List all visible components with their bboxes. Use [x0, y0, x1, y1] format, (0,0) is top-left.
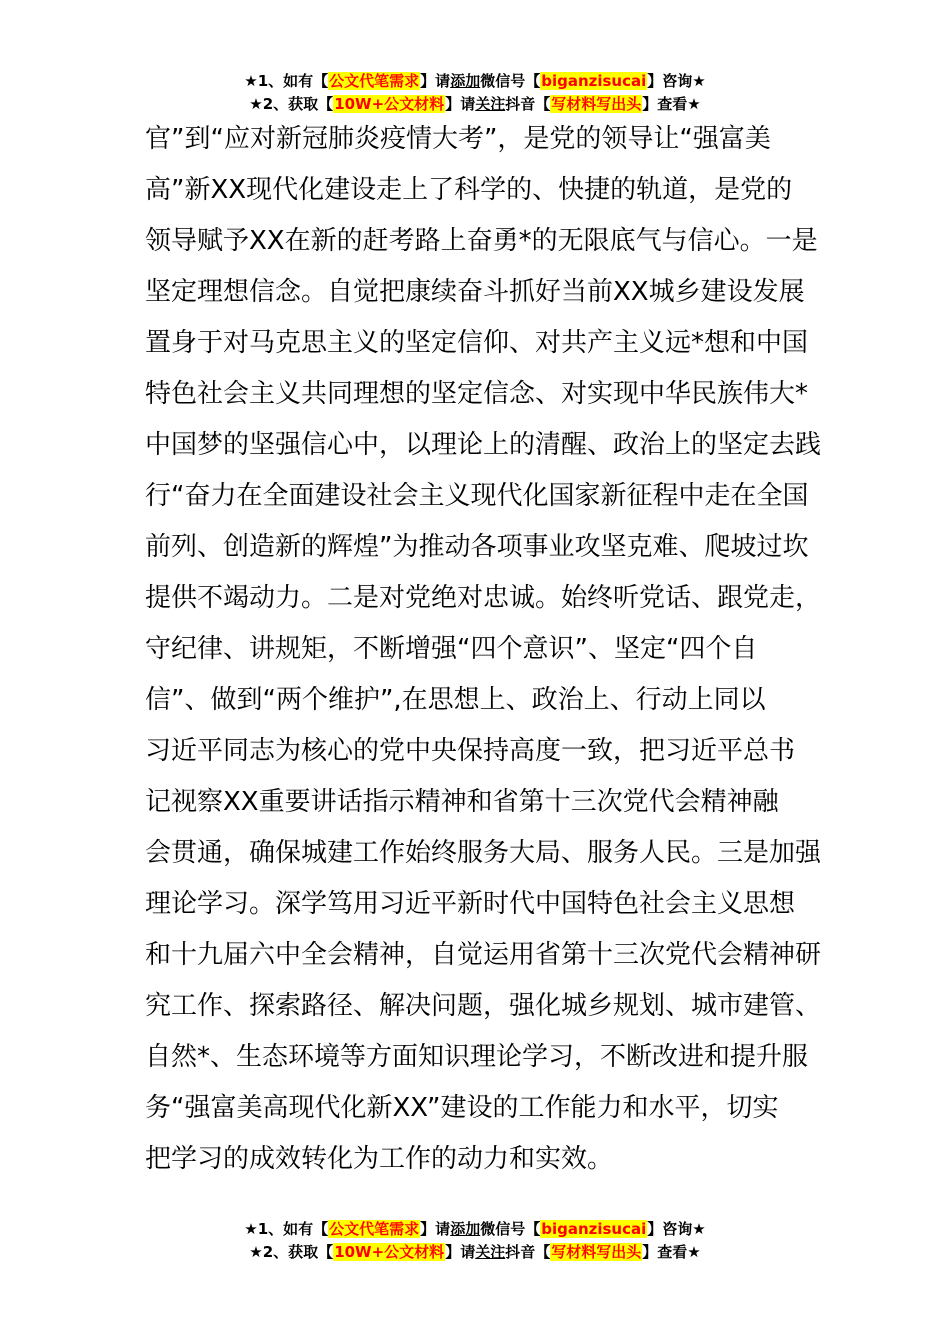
banner-text: 微信号【 [480, 1220, 541, 1238]
header-banner [0, 70, 950, 116]
banner-underline-text: 添加 [450, 72, 481, 90]
banner-highlight: biganzisucai [541, 72, 647, 90]
banner-text: ★1、如有【 [244, 1220, 329, 1238]
text-line: 提供不竭动力。二是对党绝对忠诚。始终听党话、跟党走， [145, 583, 822, 613]
text-line: 守纪律、讲规矩，不断增强“四个意识”、坚定“四个自 [145, 634, 758, 664]
text-line: 信”、做到“两个维护”,在思想上、政治上、行动上同以 [145, 685, 766, 715]
banner-text: 】咨询★ [647, 72, 706, 90]
banner-text: ★2、获取【 [249, 95, 334, 113]
banner-highlight: 10W+公文材料 [334, 1243, 445, 1261]
text-line: 行“奋力在全面建设社会主义现代化国家新征程中走在全国 [145, 481, 809, 511]
banner-text: ★2、获取【 [249, 1243, 334, 1261]
text-line: 记视察XX重要讲话指示精神和省第十三次党代会精神融 [145, 787, 779, 817]
banner-underline-text: 添加 [450, 1220, 481, 1238]
text-line: 前列、创造新的辉煌”为推动各项事业攻坚克难、爬坡过坎 [145, 532, 809, 562]
banner-line-1 [0, 1218, 950, 1241]
text-line: 坚定理想信念。自觉把康续奋斗抓好当前XX城乡建设发展 [145, 277, 805, 307]
banner-highlight: 公文代笔需求 [329, 1220, 420, 1238]
banner-text: 微信号【 [480, 72, 541, 90]
banner-highlight: 写材料写出头 [551, 1243, 642, 1261]
footer-banner [0, 1218, 950, 1264]
text-line: 自然*、生态环境等方面知识理论学习，不断改进和提升服 [145, 1042, 809, 1072]
banner-text: 】请 [445, 1243, 476, 1261]
banner-highlight: 写材料写出头 [551, 95, 642, 113]
text-line: 把学习的成效转化为工作的动力和实效。 [145, 1144, 614, 1174]
banner-text: 】咨询★ [647, 1220, 706, 1238]
text-line: 特色社会主义共同理想的坚定信念、对实现中华民族伟大* [145, 379, 809, 409]
banner-text: 抖音【 [505, 95, 551, 113]
text-line: 理论学习。深学笃用习近平新时代中国特色社会主义思想 [145, 889, 796, 919]
banner-underline-text: 关注 [475, 95, 506, 113]
banner-highlight: 10W+公文材料 [334, 95, 445, 113]
text-line: 中国梦的坚强信心中，以理论上的清醒、政治上的坚定去践 [145, 430, 822, 460]
text-line: 置身于对马克思主义的坚定信仰、对共产主义远*想和中国 [145, 328, 809, 358]
banner-text: 】请 [420, 1220, 451, 1238]
banner-highlight: 公文代笔需求 [329, 72, 420, 90]
banner-text: 】查看★ [642, 95, 701, 113]
banner-line-1 [0, 70, 950, 93]
text-line: 究工作、探索路径、解决问题，强化城乡规划、城市建管、 [145, 991, 822, 1021]
text-line: 务“强富美高现代化新XX”建设的工作能力和水平，切实 [145, 1093, 779, 1123]
banner-text: 抖音【 [505, 1243, 551, 1261]
banner-line-2 [0, 1241, 950, 1264]
text-line: 官”到“应对新冠肺炎疫情大考”，是党的领导让“强富美 [145, 124, 771, 154]
text-line: 习近平同志为核心的党中央保持高度一致，把习近平总书 [145, 736, 796, 766]
text-line: 会贯通，确保城建工作始终服务大局、服务人民。三是加强 [145, 838, 822, 868]
text-line: 和十九届六中全会精神，自觉运用省第十三次党代会精神研 [145, 940, 822, 970]
banner-text: 】请 [445, 95, 476, 113]
banner-highlight: biganzisucai [541, 1220, 647, 1238]
text-line: 高”新XX现代化建设走上了科学的、快捷的轨道，是党的 [145, 175, 793, 205]
text-line: 领导赋予XX在新的赶考路上奋勇*的无限底气与信心。一是 [145, 226, 818, 256]
banner-underline-text: 关注 [475, 1243, 506, 1261]
banner-text: 】查看★ [642, 1243, 701, 1261]
document-body [145, 114, 822, 1185]
banner-line-2 [0, 93, 950, 116]
banner-text: ★1、如有【 [244, 72, 329, 90]
banner-text: 】请 [420, 72, 451, 90]
